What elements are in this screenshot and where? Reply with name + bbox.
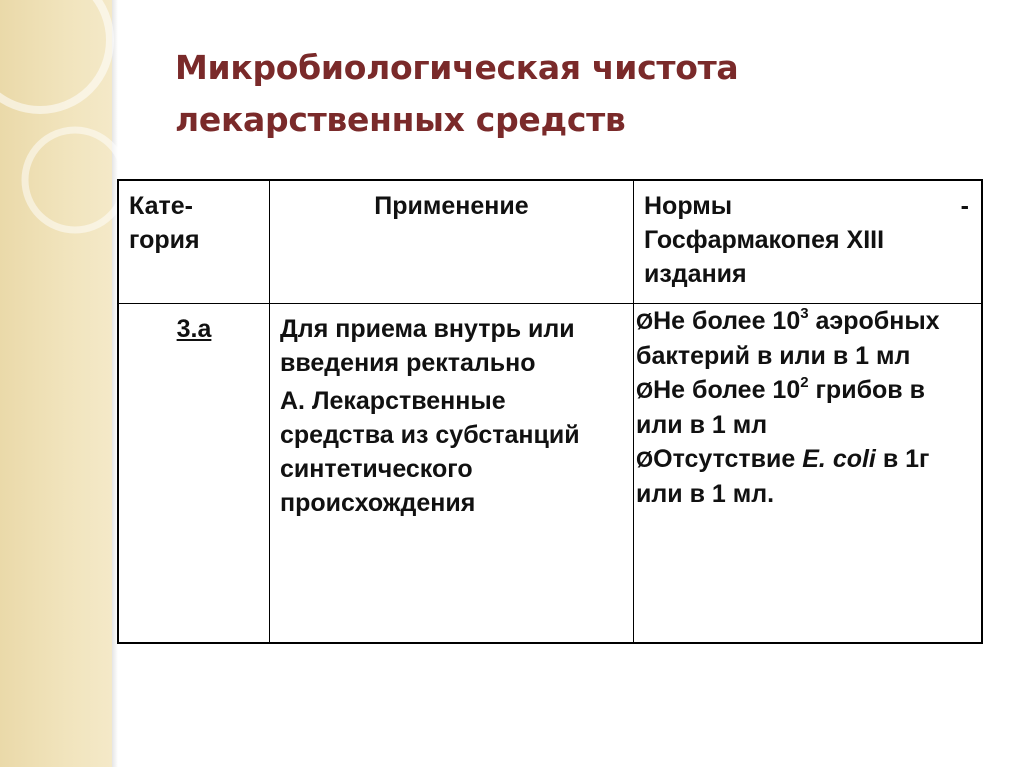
category-value: 3.а	[176, 315, 212, 343]
header-norms-line3: издания	[644, 260, 747, 288]
header-norms-line2: Госфармакопея XIII	[644, 226, 885, 254]
norm-text: Не более 10	[653, 376, 801, 404]
norm-item-fungi	[636, 373, 969, 442]
header-category-line1: Кате-	[129, 192, 193, 220]
header-category-line2: гория	[129, 226, 200, 254]
arrow-bullet-icon: Ø	[636, 447, 654, 472]
header-category	[118, 180, 270, 304]
norm-text: в 1г или в 1 мл.	[636, 445, 930, 508]
table-row	[118, 304, 982, 644]
norm-text: аэробных бактерий в или в 1 мл	[636, 307, 940, 370]
application-text-1: Для приема внутрь или введения ректально	[280, 315, 575, 377]
header-application: Применение	[270, 180, 634, 304]
norm-exponent: 3	[800, 304, 809, 322]
norms-cell	[634, 304, 983, 644]
application-cell	[270, 304, 634, 644]
norm-text: Не более 10	[653, 307, 801, 335]
application-text-2: А. Лекарственные средства из субстанций синтетического происхождения	[280, 387, 580, 517]
microbiology-norms-table	[117, 179, 983, 644]
norm-text: Отсутствие	[653, 445, 803, 473]
slide-title	[175, 42, 935, 146]
arrow-bullet-icon: Ø	[636, 378, 654, 403]
category-cell	[118, 304, 270, 644]
header-norms-dash: -	[960, 192, 969, 220]
decorative-side-strip	[0, 0, 112, 767]
norm-item-aerobic	[636, 304, 969, 373]
header-norms-title: Нормы	[644, 192, 733, 220]
title-line-1: Микробиологическая чистота	[175, 48, 739, 87]
title-line-2: лекарственных средств	[175, 100, 626, 139]
header-row	[118, 180, 982, 304]
arrow-bullet-icon: Ø	[636, 309, 654, 334]
norm-item-ecoli	[636, 442, 969, 511]
norm-exponent: 2	[800, 373, 809, 391]
organism-name: E. coli	[802, 445, 876, 473]
norm-text: грибов в или в 1 мл	[636, 376, 925, 439]
header-norms	[634, 180, 983, 304]
